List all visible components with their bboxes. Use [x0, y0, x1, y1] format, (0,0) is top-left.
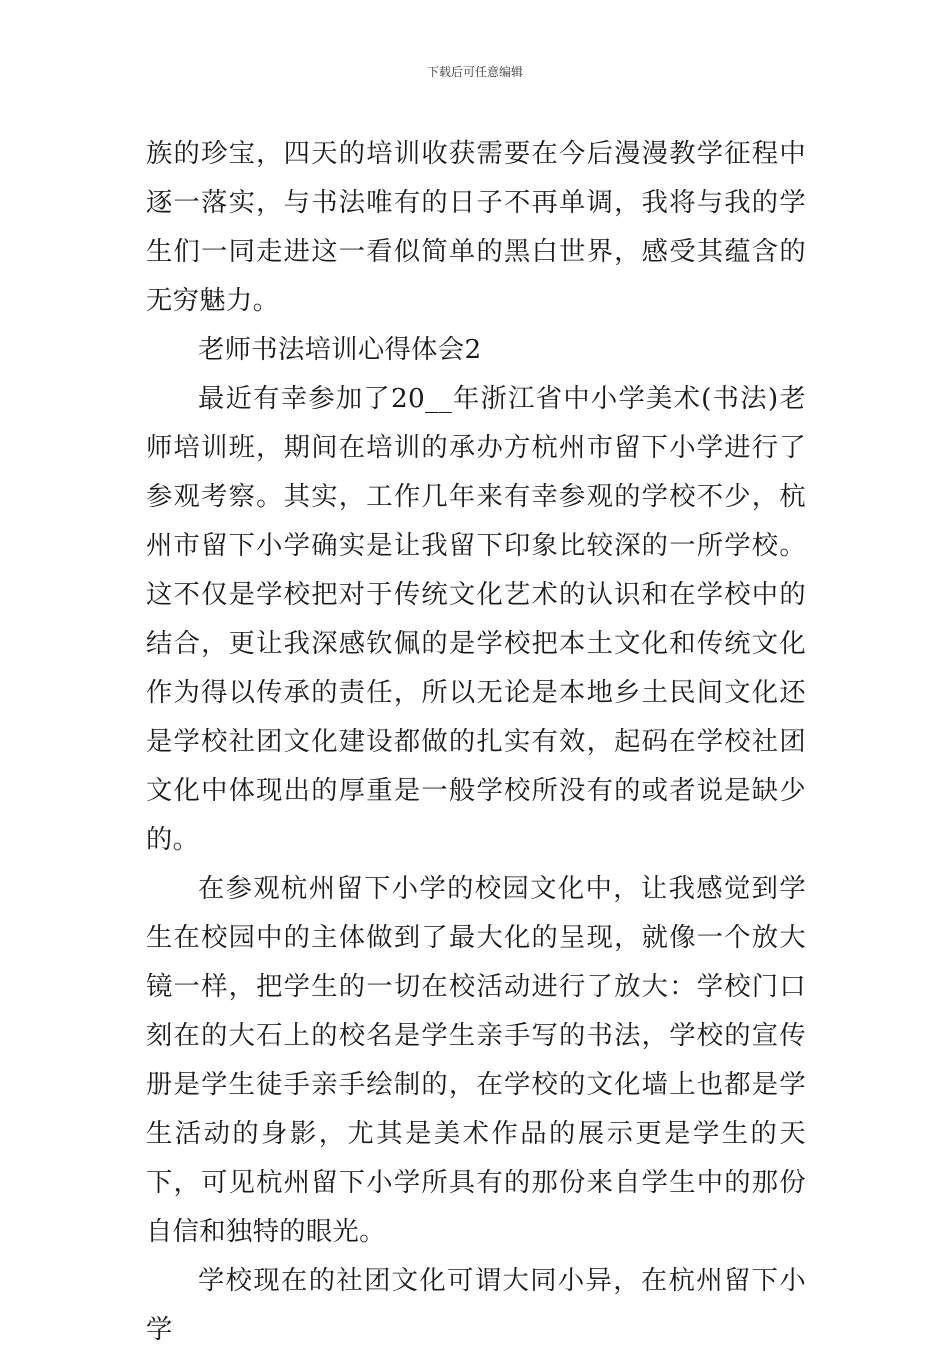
paragraph: 学校现在的社团文化可谓大同小异，在杭州留下小学	[146, 1266, 806, 1345]
section-heading: 老师书法培训心得体会2	[198, 335, 482, 365]
paragraph: 在参观杭州留下小学的校园文化中，让我感觉到学生在校园中的主体做到了最大化的呈现，就像一个放大镜一样，把学生的一切在校活动进行了放大：学校门口刻在的大石上的校名是学生亲手写的书法，学校的宣传册是学生徒手亲手绘制的，在学校的文化墙上也都是学生活动的身影，尤其是美术作品的展示更是学生的天下，可见杭州留下小学所具有的那份来自学生中的那份自信和独特的眼光。	[146, 874, 806, 1247]
document-body	[146, 130, 806, 1355]
page-header: 下载后可任意编辑	[426, 65, 523, 79]
paragraph: 最近有幸参加了20__年浙江省中小学美术(书法)老师培训班，期间在培训的承办方杭州市留下小学进行了参观考察。其实，工作几年来有幸参观的学校不少，杭州市留下小学确实是让我留下印象比较深的一所学校。这不仅是学校把对于传统文化艺术的认识和在学校中的结合，更让我深感钦佩的是学校把本土文化和传统文化作为得以传承的责任，所以无论是本地乡土民间文化还是学校社团文化建设都做的扎实有效，起码在学校社团文化中体现出的厚重是一般学校所没有的或者说是缺少的。	[146, 384, 806, 855]
paragraph-continuation: 族的珍宝，四天的培训收获需要在今后漫漫教学征程中逐一落实，与书法唯有的日子不再单调，我将与我的学生们一同走进这一看似简单的黑白世界，感受其蕴含的无穷魅力。	[146, 139, 806, 316]
